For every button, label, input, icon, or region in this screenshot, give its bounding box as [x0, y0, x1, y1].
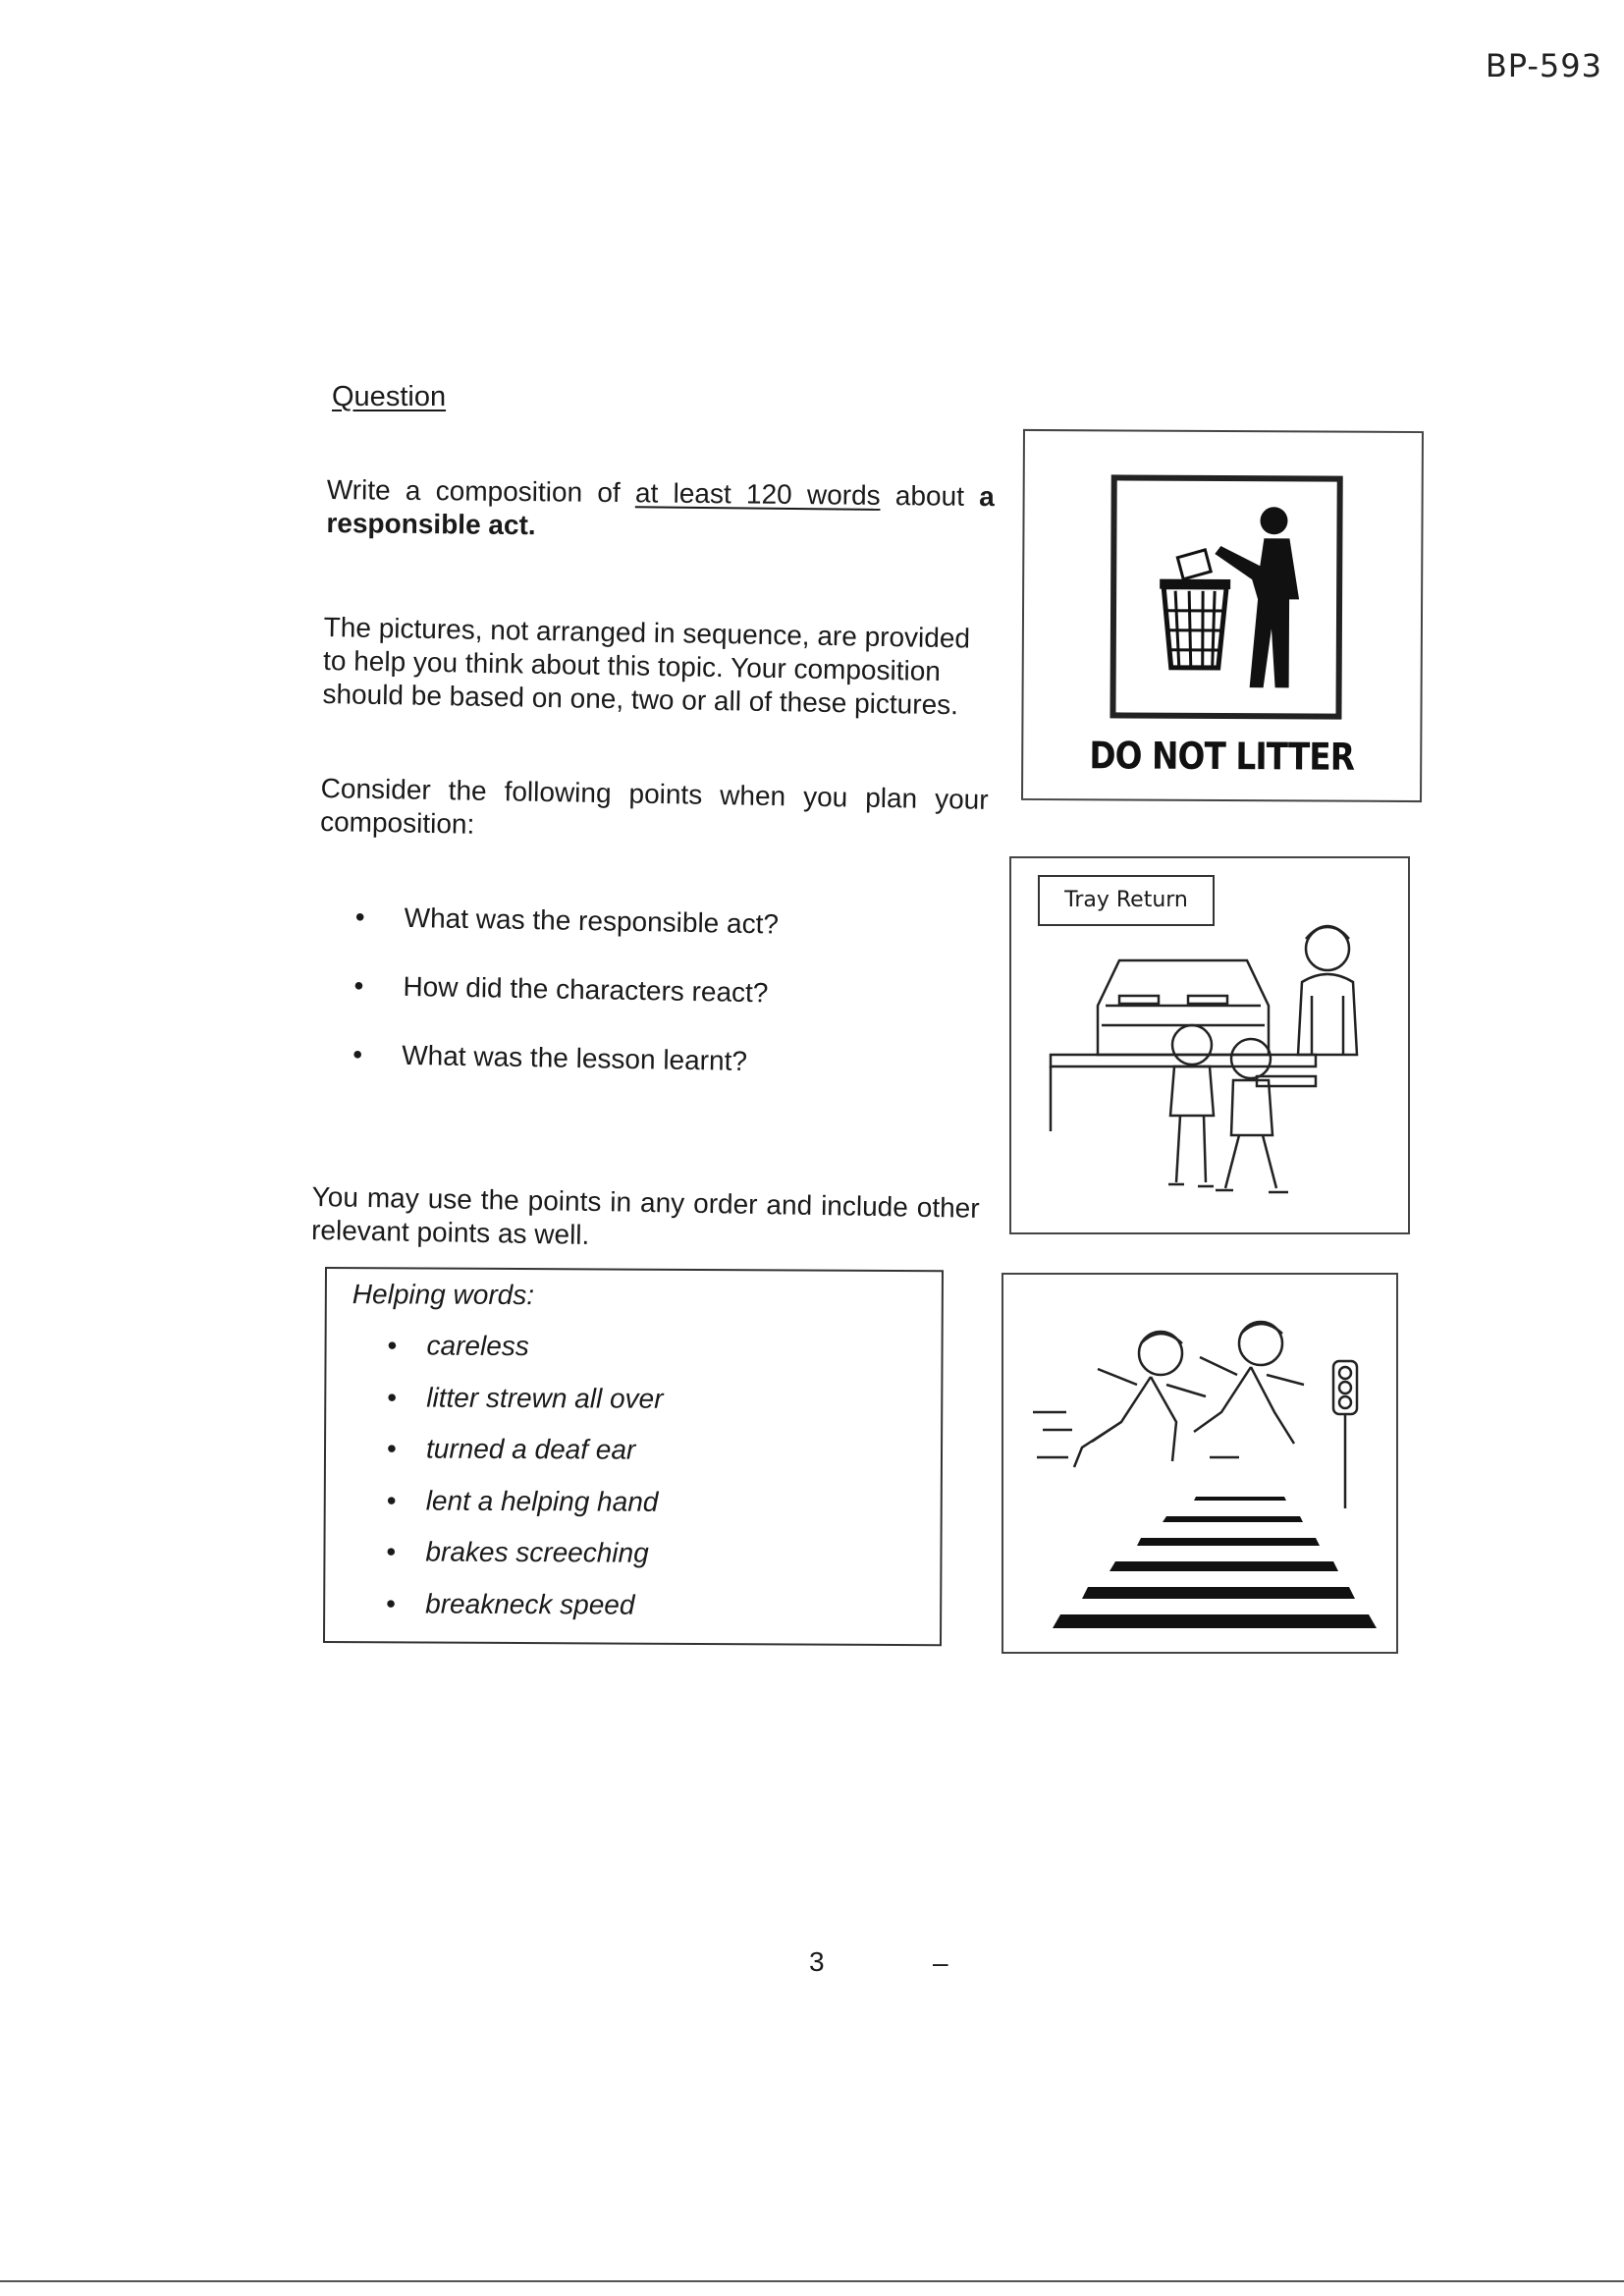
canteen-scene-illustration	[1011, 858, 1408, 1232]
instruction-paragraph	[326, 473, 995, 547]
helping-word: • breakneck speed	[386, 1588, 662, 1641]
bottom-edge-line	[0, 2280, 1624, 2282]
helping-word: • lent a helping hand	[387, 1485, 663, 1538]
word-count-requirement: at least 120 words	[634, 477, 881, 511]
tray-return-label: Tray Return	[1038, 875, 1215, 926]
composition-topic: a responsible act.	[326, 480, 995, 541]
pictures-note: The pictures, not arranged in sequence, are provided to help you think about this topic. Your composition should be based on one, two or all of these pictures.	[322, 611, 971, 721]
helping-words-box	[323, 1267, 944, 1646]
sign-frame	[1110, 474, 1342, 719]
guiding-points-list	[352, 902, 779, 1115]
document-code: BP-593	[1485, 47, 1602, 84]
guiding-point: • How did the characters react?	[353, 970, 778, 1047]
helping-words-title: Helping words:	[352, 1279, 535, 1311]
instruction-text-mid: about	[880, 479, 980, 512]
helping-word: • careless	[387, 1330, 663, 1383]
helping-word: • turned a deaf ear	[387, 1433, 663, 1486]
helping-word: • brakes screeching	[386, 1536, 662, 1589]
tray-return-picture	[1009, 856, 1410, 1234]
page-number: 3	[809, 1946, 825, 1977]
guiding-point: • What was the responsible act?	[354, 902, 779, 978]
question-heading: Question	[332, 381, 447, 412]
page-trailing-mark: –	[933, 1947, 948, 1978]
helping-words-list	[386, 1330, 664, 1640]
order-note-paragraph: You may use the points in any order and include other relevant points as well.	[310, 1180, 980, 1250]
do-not-litter-picture	[1021, 429, 1424, 802]
do-not-litter-text: DO NOT LITTER	[1089, 734, 1355, 779]
consider-points-paragraph: Consider the following points when you plan your composition:	[319, 772, 989, 840]
instruction-text-start: Write a composition of	[326, 473, 636, 509]
guiding-point: • What was the lesson learnt?	[352, 1039, 776, 1116]
litter-bin-person-icon	[1115, 480, 1336, 713]
boys-running-crossing-illustration	[1003, 1275, 1396, 1652]
helping-word: • litter strewn all over	[387, 1382, 663, 1435]
road-crossing-picture	[1001, 1273, 1398, 1654]
